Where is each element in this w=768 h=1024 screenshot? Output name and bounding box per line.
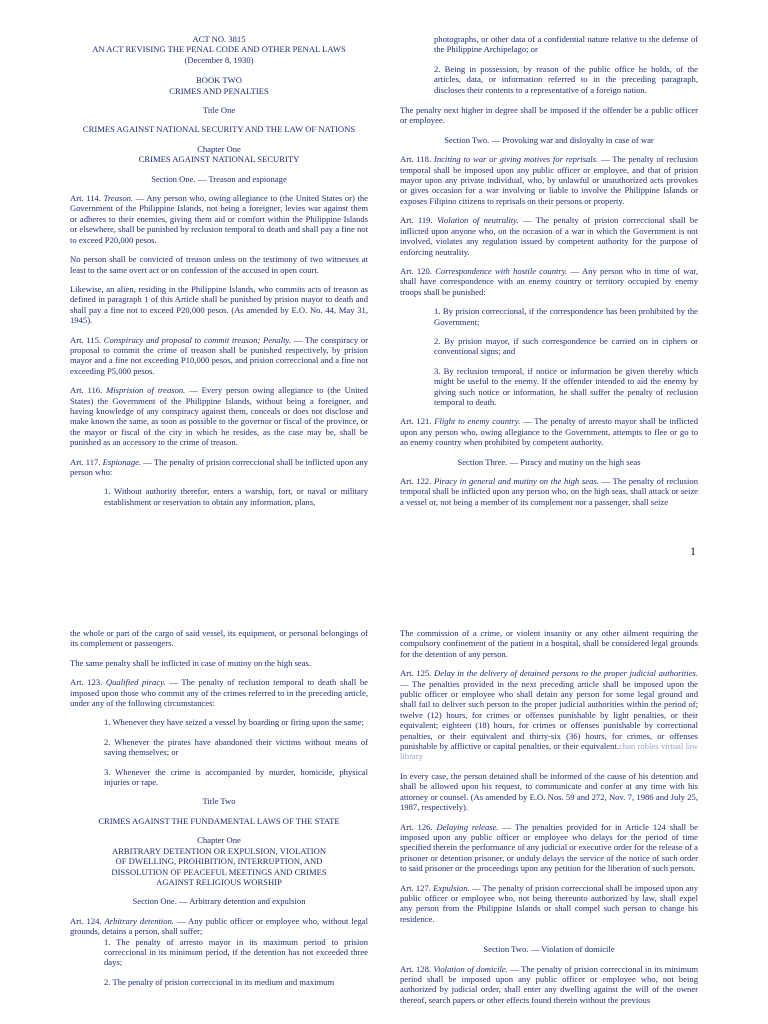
- article-body: — The penalties provided in the next preceding article shall be imposed upon the public officer or employee who shall detain any person for some legal ground and shall fail to deliver such person to the proper judicial authorities within the period of; twelve (12) hours, for crimes or offenses punishable by light penalties, or their equivalent; eighteen (18) hours, for crimes or offenses punishable by correctional penalties, or their equivalent and thirty-six (36) hours, for crimes, or offenses punishable by afflictive or capital penalties, or their equivalent.: [400, 678, 698, 752]
- article-124: [70, 916, 368, 937]
- watermark-link[interactable]: chan robles virtual law library: [400, 741, 698, 762]
- section-two-heading: Section Two. — Violation of domicile: [483, 944, 615, 955]
- chapter-one-line-1: ARBITRARY DETENTION OR EXPULSION, VIOLATION: [111, 845, 327, 856]
- section-one-heading: Section One. — Arbitrary detention and expulsion: [132, 896, 306, 907]
- article-124-item-1: 1. The penalty of arresto mayor in its maximum period to prision correccional in its minimum period, if the detention has not exceeded three days;: [104, 936, 368, 968]
- book-header: [70, 75, 368, 96]
- article-number: Art. 115.: [70, 334, 102, 345]
- continued-text: photographs, or other data of a confidential nature relative to the defense of the Philippine Archipelago; or: [434, 34, 698, 55]
- article-number: Art. 127.: [400, 882, 431, 893]
- article-120: [400, 266, 698, 297]
- article-body: — The penalty of prision correccional in its minimum period shall be imposed upon any public officer or employee who, not being authorized by judicial order, shall enter any dwelling against the will of the owner thereof, search papers or other effects found therein without the previous: [400, 963, 699, 1005]
- section-two-heading: Section Two. — Provoking war and disloyalty in case of war: [444, 134, 654, 145]
- article-title: Violation of neutrality.: [436, 215, 519, 226]
- article-title: Violation of domicile.: [433, 963, 508, 974]
- article-body: — Any person who in time of war, shall have correspondence with an enemy country or territory occupied by enemy troops shall be punished:: [400, 265, 698, 297]
- continued-text: the whole or part of the cargo of said vessel, its equipment, or personal belongings of its complement or passengers.: [70, 628, 368, 649]
- article-116: [70, 385, 368, 447]
- article-body: — Every person owing allegiance to (the United States) the Government of the Philippine Islands, without being a foreigner, and having knowledge of any conspiracy against them, conceals or does not disclose and make known the same, as soon as possible to the governor or fiscal of the province, or the mayor or fiscal of the city in which he resides, as the case may be, shall be punished as an accessory to the crime of treason.: [70, 385, 368, 448]
- chapter-one-header: [70, 144, 368, 165]
- article-123-item-1: 1. Whenever they have seized a vessel by boarding or firing upon the same;: [104, 717, 364, 728]
- article-number: Art. 126.: [400, 821, 433, 832]
- article-title: Flight to enemy country.: [434, 416, 521, 427]
- title-one-label: Title One: [202, 105, 236, 116]
- chapter-one-name: CRIMES AGAINST NATIONAL SECURITY: [138, 154, 300, 165]
- same-penalty-paragraph: The same penalty shall be inflicted in case of mutiny on the high seas.: [70, 657, 312, 668]
- book-title: CRIMES AND PENALTIES: [169, 85, 269, 96]
- book-label: BOOK TWO: [196, 75, 242, 86]
- article-120-item-2: 2. By prision mayor, if such correspondence be carried on in ciphers or conventional signs; and: [434, 335, 698, 357]
- article-121: [400, 416, 698, 447]
- page-number: 1: [690, 544, 696, 558]
- act-header: [70, 34, 368, 65]
- article-body: — The penalty of reclusion temporal to death shall be imposed upon those who commit any of the crimes referred to in the preceding article, under any of the following circumstances:: [70, 677, 368, 709]
- commission-paragraph: The commission of a crime, or violent insanity or any other ailment requiring the compulsory confinement of the patient in a hospital, shall be considered legal grounds for the detention of any person.: [400, 628, 698, 659]
- article-title: Espionage.: [102, 456, 142, 467]
- article-body: — The penalty of arresto mayor shall be inflicted upon any person who, owing allegiance to the Government, attempts to flee or go to an enemy country when prohibited by competent authority.: [400, 416, 699, 448]
- article-123-item-3: 3. Whenever the crime is accompanied by murder, homicide, physical injuries or rape.: [104, 766, 368, 788]
- title-two-label: Title Two: [202, 796, 236, 807]
- paragraph-alien: Likewise, an alien, residing in the Philippine Islands, who commits acts of treason as defined in paragraph 1 of this Article shall be punished by prision mayor to death and shall pay a fine not to exceed P20,000 pesos. (As amended by E.O. No. 44, May 31, 1945).: [70, 283, 368, 326]
- article-title: Delay in the delivery of detained persons to the proper judicial authorities.: [434, 668, 698, 679]
- article-body: — Any person who, owing allegiance to (the United States or) the Government of the Philippine Islands, not being a foreigner, levies war against them or adheres to their enemies, giving them aid or comfort within the Philippine Islands or elsewhere, shall be punished by reclusion temporal to death and shall pay a fine not to exceed P20,000 pesos.: [70, 193, 368, 245]
- section-one-heading: Section One. — Treason and espionage: [151, 173, 287, 184]
- article-117: [70, 457, 368, 478]
- document-page-2: [0, 618, 768, 1024]
- article-118: [400, 154, 698, 206]
- article-115: [70, 335, 368, 377]
- article-number: Art. 118.: [400, 154, 432, 165]
- chapter-one-line-3: DISSOLUTION OF PEACEFUL MEETINGS AND CRIMES: [111, 866, 327, 877]
- page2-left-column: [70, 628, 368, 996]
- article-number: Art. 128.: [400, 963, 432, 974]
- article-number: Art. 119.: [400, 215, 433, 226]
- page-gap: [0, 578, 768, 618]
- act-number: ACT NO. 3815: [192, 34, 246, 44]
- article-117-item-1: 1. Without authority therefor, enters a warship, fort, or naval or military establishment or reservation to obtain any information, plans,: [104, 486, 368, 507]
- article-number: Art. 120.: [400, 265, 432, 276]
- article-120-item-1: 1. By prision correccional, if the correspondence has been prohibited by the Government;: [434, 306, 698, 327]
- chapter-one-header: [70, 835, 368, 887]
- article-body: — The conspiracy or proposal to commit the crime of treason shall be punished respectively, by prision mayor and a fine not exceeding P10,000 pesos, and prision correccional and a fine not exceeding P5,000 pesos.: [70, 334, 368, 376]
- article-120-item-3: 3. By reclusion temporal, if notice or information be given thereby which might be useful to the enemy. If the offender intended to aid the enemy by giving such notice or information, he shall suffer the penalty of reclusion temporal to death.: [434, 365, 698, 407]
- article-114: [70, 193, 368, 245]
- article-body: — Any public officer or employee who, without legal grounds, detains a person, shall suffer;: [70, 915, 369, 937]
- page1-left-column: [70, 34, 368, 516]
- article-119: [400, 215, 698, 257]
- article-body: — The penalty of reclusion temporal shall be imposed upon any public officer or employee, and that of prision mayor upon any private individual, who, by unlawful or unauthorized acts provokes or gives occasion for a war involving or liable to involve the Philippine Islands or exposes Filipino citizens to reprisals on their persons or property.: [400, 154, 698, 206]
- article-126: [400, 822, 698, 874]
- title-one-name: CRIMES AGAINST NATIONAL SECURITY AND THE LAW OF NATIONS: [82, 124, 356, 135]
- article-117-item-2: 2. Being in possession, by reason of the public office he holds, of the articles, data, or information referred to in the preceding paragraph, discloses their contents to a representative of a foreign nation.: [434, 63, 698, 95]
- article-number: Art. 122.: [400, 476, 432, 486]
- article-body: — The penalties provided for in Article 124 shall be imposed upon any public officer or employee who delays for the period of time specified therein the performance of any judicial or executive order for the release of a prisoner or detention prisoner, or unduly delays the service of the notice of such order to said prisoner or the proceedings upon any petition for the liberation of such person.: [400, 821, 698, 874]
- article-title: Treason.: [103, 193, 134, 204]
- article-125: [400, 668, 698, 762]
- section-three-heading: Section Three. — Piracy and mutiny on the high seas: [457, 456, 641, 467]
- chapter-one-label: Chapter One: [197, 835, 241, 846]
- article-title: Misprision of treason.: [106, 385, 186, 396]
- article-123: [70, 677, 368, 708]
- article-122: [400, 476, 698, 507]
- article-title: Arbitrary detention.: [104, 915, 175, 926]
- article-number: Art. 114.: [70, 193, 101, 204]
- article-title: Inciting to war or giving motives for reprisals.: [433, 154, 599, 165]
- article-123-item-2: 2. Whenever the pirates have abandoned their victims without means of saving themselves; or: [104, 736, 368, 758]
- every-case-paragraph: In every case, the person detained shall be informed of the cause of his detention and shall be allowed upon his request, to communicate and confer at any time with his attorney or counsel. (As amended by E.O. Nos. 59 and 272, Nov. 7, 1986 and July 25, 1987, respectively).: [400, 770, 698, 813]
- article-number: Art. 116.: [70, 385, 103, 396]
- article-number: Art. 125.: [400, 668, 432, 679]
- chapter-one-label: Chapter One: [197, 143, 241, 154]
- page2-right-column: [400, 628, 698, 1014]
- article-body: — The penalty of prision correccional shall be inflicted upon any person who:: [70, 456, 368, 477]
- title-two-name: CRIMES AGAINST THE FUNDAMENTAL LAWS OF THE STATE: [98, 815, 340, 826]
- article-title: Qualified piracy.: [105, 677, 166, 688]
- article-number: Art. 117.: [70, 456, 101, 467]
- article-number: Art. 123.: [70, 677, 103, 688]
- article-body: — The penalty of prision correccional shall be inflicted upon anyone who, on the occasion of a war in which the Government is not involved, violates any regulation issued by competent authority for the purpose of enforcing neutrality.: [400, 215, 699, 257]
- act-title: AN ACT REVISING THE PENAL CODE AND OTHER PENAL LAWS: [92, 44, 346, 55]
- article-body: — The penalty of prision correccional shall be imposed upon any public officer or employee who, not being thereunto authorized by law, shall expel any person from the Philippine Islands or shall compel such person to change his residence.: [400, 882, 698, 924]
- article-number: Art. 124.: [70, 915, 102, 926]
- article-124-item-2: 2. The penalty of prision correccional in its medium and maximum: [104, 976, 335, 987]
- article-127: [400, 883, 698, 925]
- article-title: Delaying release.: [436, 821, 499, 832]
- act-date: (December 8, 1930): [184, 54, 254, 65]
- page1-right-column: [400, 34, 698, 516]
- article-128: [400, 964, 698, 1006]
- article-title: Conspiracy and proposal to commit treason; Penalty.: [103, 334, 291, 345]
- article-number: Art. 121.: [400, 416, 432, 427]
- article-title: Piracy in general and mutiny on the high seas.: [434, 476, 599, 486]
- article-body: — The penalty of reclusion temporal shall be inflicted upon any person who, on the high seas, shall attack or seize a vessel or, not being a member of its complement nor a passenger, shall seize: [400, 476, 698, 507]
- article-title: Correspondence with hostile country.: [435, 265, 568, 276]
- chapter-one-line-2: OF DWELLING, PROHIBITION, INTERRUPTION, AND: [115, 856, 323, 867]
- paragraph-witness: No person shall be convicted of treason unless on the testimony of two witnesses at least to the same overt act or on confession of the accused in open court.: [70, 254, 368, 275]
- article-title: Expulsion.: [433, 882, 470, 893]
- penalty-next-higher: The penalty next higher in degree shall be imposed if the offender be a public officer or employee.: [400, 105, 698, 126]
- chapter-one-line-4: AGAINST RELIGIOUS WORSHIP: [156, 876, 282, 887]
